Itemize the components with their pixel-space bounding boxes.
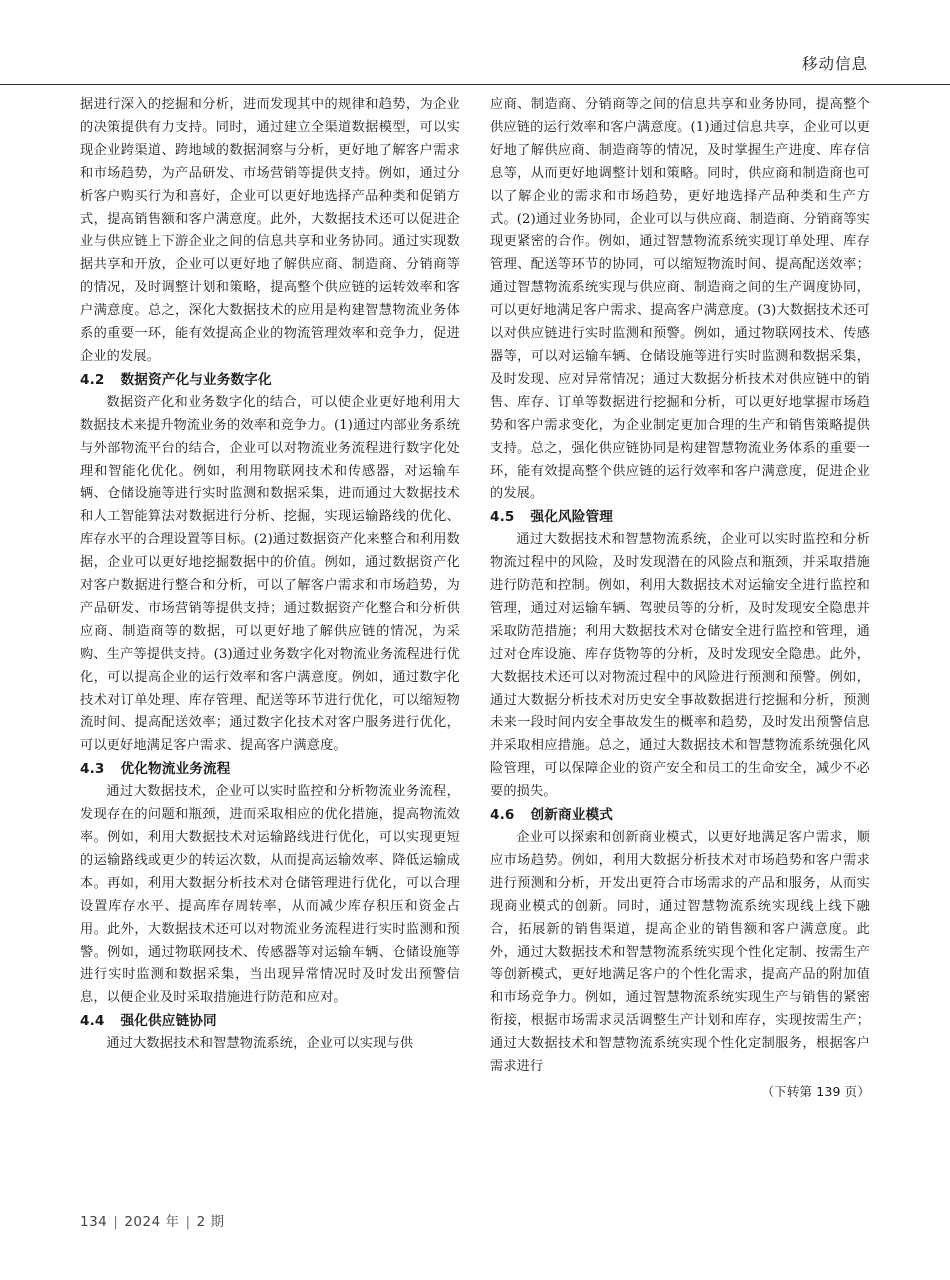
paragraph: 企业可以探索和创新商业模式，以更好地满足客户需求，顺应市场趋势。例如，利用大数据分析技术对市场趋势和客户需求进行预测和分析，开发出更符合市场需求的产品和服务，从而实现商业模式的创新。同时，通过智慧物流系统实现线上线下融合，拓展新的销售渠道，提高企业的销售额和客户满意度。此外，通过大数据技术和智慧物流系统实现个性化定制、按需生产等创新模式，更好地满足客户的个性化需求，提高产品的附加值和市场竞争力。例如，通过智慧物流系统实现生产与销售的紧密衔接，根据市场需求灵活调整生产计划和库存，实现按需生产；通过大数据技术和智慧物流系统实现个性化定制服务，根据客户需求进行 — [490, 830, 870, 1075]
page-footer — [80, 1210, 224, 1230]
paragraph: 数据资产化和业务数字化的结合，可以使企业更好地利用大数据技术来提升物流业务的效率和竞争力。(1)通过内部业务系统与外部物流平台的结合，企业可以对物流业务流程进行数字化处理和智能化优化。例如，利用物联网技术和传感器，对运输车辆、仓储设施等进行实时监测和数据采集，进而通过大数据技术和人工智能算法对数据进行分析、挖掘，实现运输路线的优化、库存水平的合理设置等目标。(2)通过数据资产化来整合和利用数据，企业可以更好地挖掘数据中的价值。例如，通过数据资产化对客户数据进行整合和分析，可以了解客户需求和市场趋势，为产品研发、市场营销等提供支持；通过数据资产化整合和分析供应商、制造商等的数据，可以更好地了解供应链的情况，为采购、生产等提供支持。(3)通过业务数字化对物流业务流程进行优化，可以提高企业的运行效率和客户满意度。例如，通过数字化技术对订单处理、库存管理、配送等环节进行优化，可以缩短物流时间、提高配送效率；通过数字化技术对客户服务进行优化，可以更好地满足客户需求、提高客户满意度。 — [80, 394, 460, 754]
section-heading-4-6 — [490, 804, 870, 827]
journal-section-title: 移动信息 — [801, 55, 868, 73]
footer-separator: | — [185, 1214, 191, 1230]
continued-note: （下转第 139 页） — [761, 1083, 870, 1099]
section-number: 4.4 — [80, 1013, 105, 1030]
section-title: 创新商业模式 — [530, 807, 613, 824]
section-number: 4.3 — [80, 761, 105, 778]
section-heading-4-2 — [80, 369, 460, 392]
section-title: 优化物流业务流程 — [120, 761, 231, 778]
page-number: 134 — [80, 1214, 108, 1230]
paragraph: 应商、制造商、分销商等之间的信息共享和业务协同，提高整个供应链的运行效率和客户满意度。(1)通过信息共享，企业可以更好地了解供应商、制造商等的情况，及时掌握生产进度、库存信息等，从而更好地调整计划和策略。同时，供应商和制造商也可以了解企业的需求和市场趋势，更好地选择产品种类和生产方式。(2)通过业务协同，企业可以与供应商、制造商、分销商等实现更紧密的合作。例如，通过智慧物流系统实现订单处理、库存管理、配送等环节的协同，可以缩短物流时间、提高配送效率；通过智慧物流系统实现与供应商、制造商之间的生产调度协同，可以更好地满足客户需求、提高客户满意度。(3)大数据技术还可以对供应链进行实时监测和预警。例如，通过物联网技术、传感器等，可以对运输车辆、仓储设施等进行实时监测和数据采集，及时发现、应对异常情况；通过大数据分析技术对供应链中的销售、库存、订单等数据进行挖掘和分析，可以更好地掌握市场趋势和客户需求变化，为企业制定更加合理的生产和销售策略提供支持。总之，强化供应链协同是构建智慧物流业务体系的重要一环，能有效提高整个供应链的运行效率和客户满意度，促进企业的发展。 — [490, 97, 870, 502]
section-number: 4.5 — [490, 509, 515, 526]
section-title: 强化供应链协同 — [120, 1013, 217, 1030]
section-title: 强化风险管理 — [530, 509, 613, 526]
section-number: 4.2 — [80, 371, 105, 388]
paragraph: 通过大数据技术，企业可以实时监控和分析物流业务流程，发现存在的问题和瓶颈，进而采取相应的优化措施，提高物流效率。例如，利用大数据技术对运输路线进行优化，可以实现更短的运输路线或更少的转运次数，从而提高运输效率、降低运输成本。再如，利用大数据分析技术对仓储管理进行优化，可以合理设置库存水平、提高库存周转率，从而减少库存积压和资金占用。此外，大数据技术还可以对物流业务流程进行实时监测和预警。例如，通过物联网技术、传感器等对运输车辆、仓储设施等进行实时监测和数据采集，当出现异常情况时及时发出预警信息，以便企业及时采取措施进行防范和应对。 — [80, 784, 460, 1006]
section-title: 数据资产化与业务数字化 — [120, 371, 272, 388]
paragraph: 通过大数据技术和智慧物流系统，企业可以实时监控和分析物流过程中的风险，及时发现潜在的风险点和瓶颈，并采取措施进行防范和控制。例如，利用大数据技术对运输安全进行监控和管理，通过对运输车辆、驾驶员等的分析，及时发现安全隐患并采取防范措施；利用大数据技术对仓储安全进行监控和管理，通过对仓库设施、库存货物等的分析，及时发现安全隐患。此外，大数据技术还可以对物流过程中的风险进行预测和预警。例如，通过大数据分析技术对历史安全事故数据进行挖掘和分析，预测未来一段时间内安全事故发生的概率和趋势，及时发出预警信息并采取相应措施。总之，通过大数据技术和智慧物流系统强化风险管理，可以保障企业的资产安全和员工的生命安全，减少不必要的损失。 — [490, 532, 870, 800]
section-heading-4-3 — [80, 758, 460, 781]
left-column — [80, 94, 460, 1056]
issue-number: 2 期 — [196, 1214, 225, 1230]
paragraph: 通过大数据技术和智慧物流系统，企业可以实现与供 — [106, 1036, 414, 1052]
footer-separator: | — [113, 1214, 119, 1230]
section-heading-4-5 — [490, 506, 870, 529]
header-rule — [0, 84, 950, 85]
issue-year: 2024 年 — [124, 1214, 180, 1230]
paragraph: 据进行深入的挖掘和分析，进而发现其中的规律和趋势，为企业的决策提供有力支持。同时，通过建立全渠道数据模型，可以实现企业跨渠道、跨地域的数据洞察与分析，更好地了解客户需求和市场趋势，为产品研发、市场营销等提供支持。例如，通过分析客户购买行为和喜好，企业可以更好地选择产品种类和促销方式，提高销售额和客户满意度。此外，大数据技术还可以促进企业与供应链上下游企业之间的信息共享和业务协同。通过实现数据共享和开放，企业可以更好地了解供应商、制造商、分销商等的情况，及时调整计划和策略，提高整个供应链的运转效率和客户满意度。总之，深化大数据技术的应用是构建智慧物流业务体系的重要一环，能有效提高企业的物流管理效率和竞争力，促进企业的发展。 — [80, 97, 460, 364]
section-number: 4.6 — [490, 807, 515, 824]
right-column — [490, 94, 870, 1104]
section-heading-4-4 — [80, 1010, 460, 1033]
